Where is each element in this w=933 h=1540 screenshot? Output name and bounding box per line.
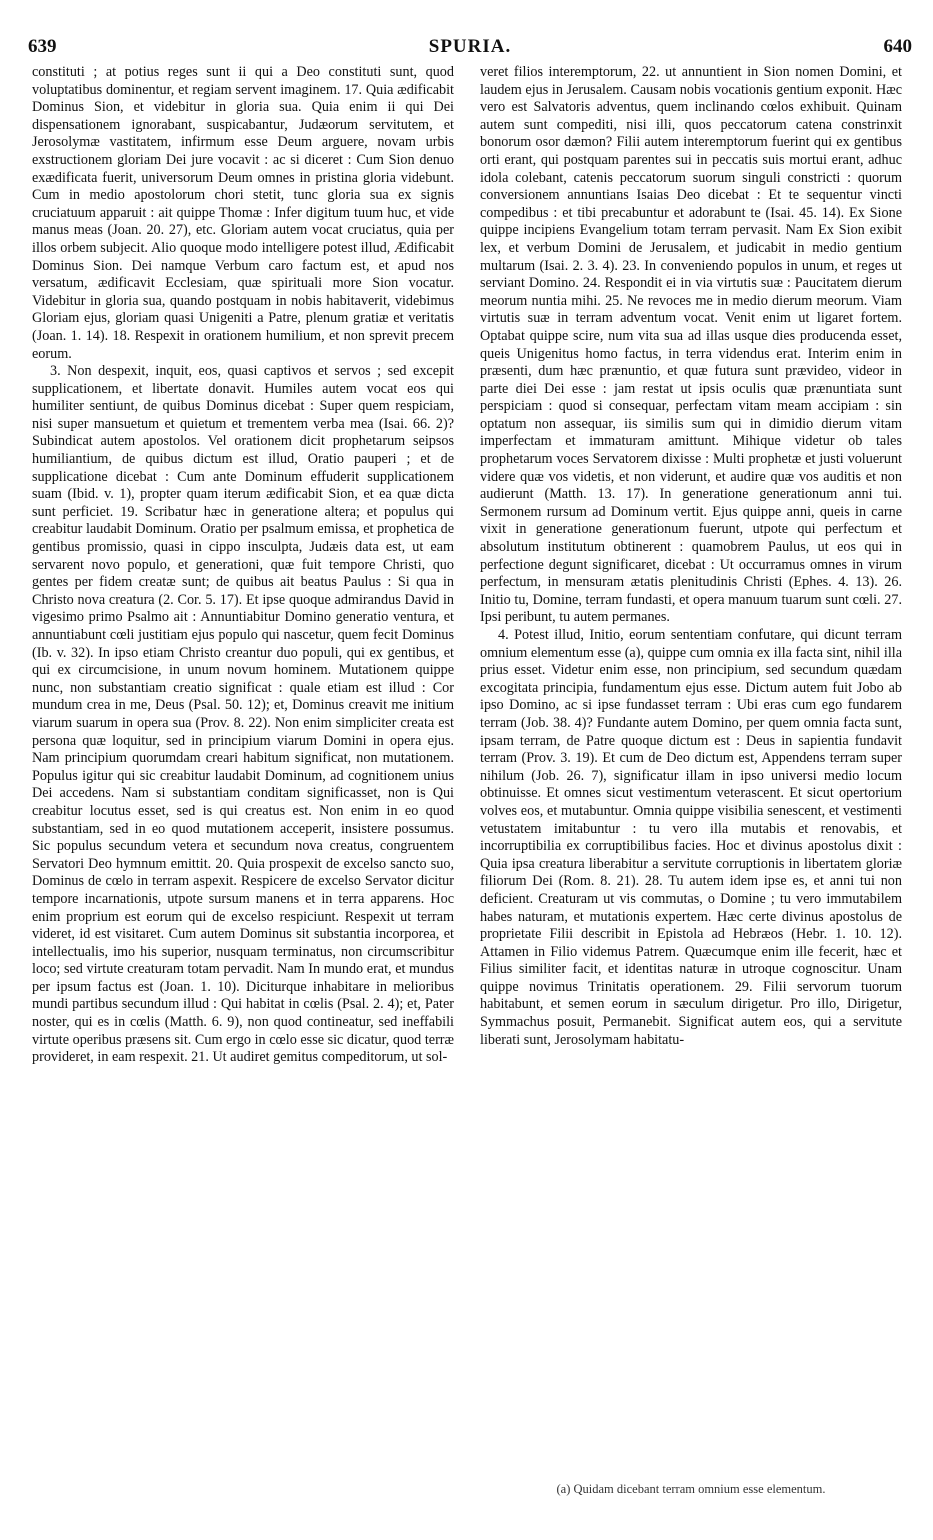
page-number-left: 639: [28, 36, 57, 57]
left-column: [32, 64, 454, 1494]
footnote: (a) Quidam dicebant terram omnium esse elementum.: [556, 1482, 826, 1496]
paragraph: veret filios interemptorum, 22. ut annuntient in Sion nomen Domini, et laudem ejus in Jerusalem. Causam nobis vocationis gentium exponit. Hæc vero est Salvatoris adventus, quem inclinando cœlos exhibuit. Quinam autem sunt compediti, nisi illi, quos peccatorum catena constrinxit bonorum osor dæmon? Filii autem interemptorum fuerint qui ex gentibus orti erant, qui postquam parentes sui in peccatis suis mortui erant, adhuc idola colebant, catenis peccatorum suorum singuli constricti : quorum conversionem annuntians Isaias Deo dicebat : Et te sequentur vincti compedibus : et tibi precabuntur et adorabunt te (Isai. 45. 14). Ex Sione quippe incipiens Evangelium totam terram pervasit. Nam Ex Sion exibit lex, et verbum Domini de Jerusalem, et judicabit in medio gentium multarum (Isai. 2. 3. 4). 23. In conveniendo populos in unum, et reges ut serviant Domino. 24. Respondit ei in via virtutis suæ : Paucitatem dierum meorum nuntia mihi. 25. Ne revoces me in medio dierum meorum. Viam virtutis suæ in terram adventum vocat. Venit enim ut ligaret fortem. Optabat quippe scire, num vita sua ad illas usque dies producenda esset, queis Unigenitus homo factus, in terra videndus erat. Interim enim in præsenti, dum hæc prænuntio, et quæ futura sunt prævideo, videor in parte diei Dei esse : jam restat ut ipsis oculis quæ prænuntiata sunt perspiciam : quod si consequar, perfectam vitam meam accipiam : sin optatum non assequar, iis similis sum qui in dimidio dierum vitam imperfectam et immaturam amittunt. Mihique videtur ob tales prophetarum voces Servatorem dixisse : Multi prophetæ et justi voluerunt videre quæ vos videtis, et non viderunt, et audire quæ vos auditis et non audierunt (Matth. 13. 17). In generatione generationum anni tui. Sermonem rursum ad Dominum vertit. Ejus quippe anni, queis in carne vixit in generatione generationum fuerunt, utpote qui perfectum et absolutum institutum obtinerent : quamobrem Paulus, ut eos qui in perfectione degunt significaret, dicebat : Ut occurramus omnes in virum perfectum, in mensuram ætatis plenitudinis Christi (Ephes. 4. 13). 26. Initio tu, Domine, terram fundasti, et opera manuum tuarum sunt cœli. 27. Ipsi peribunt, tu autem permanes.: [480, 64, 902, 626]
running-title: SPURIA.: [428, 36, 512, 57]
paragraph: 3. Non despexit, inquit, eos, quasi captivos et servos ; sed excepit supplicationem, et libertate donavit. Humiles autem vocat eos qui humiliter sentiunt, de quibus Dominus dicebat : Super quem respiciam, nisi super mansuetum et quietum et trementem verba mea (Isai. 66. 2)? Subindicat autem apostolos. Vel orationem dicit prophetarum seipsos humiliantium, de quibus dictum est illud, Oratio pauperi ; et de supplicatione dicebat : Cum ante Dominum effuderit supplicationem suam (Ibid. v. 1), propter quam iterum ædificabit Sion, et ea quæ dicta sunt perficiet. 19. Scribatur hæc in generatione altera; et populus qui creabitur laudabit Dominum. Oratio per psalmum emissa, et prophetica de gentibus promissio, quasi in cippo insculpta, Judæis data est, ut eam servarent novo populo, et generationi, quæ fuit tempore Christi, quo gentes per fidem creatæ sunt; de quibus ait beatus Paulus : Si qua in Christo nova creatura (2. Cor. 5. 17). Et ipse quoque admirandus David in vigesimo primo Psalmo ait : Annuntiabitur Domino generatio ventura, et annuntiabunt cœli justitiam ejus populo qui nascetur, quem fecit Dominus (Ib. v. 32). In ipso etiam Christo creantur duo populi, qui ex gentibus, et qui ex circumcisione, in unum novum hominem. Mutationem quippe nunc, non substantiam creatio significat : quale etiam est illud : Cor mundum crea in me, Deus (Psal. 50. 12); et, Dominus creavit me initium viarum suarum in opera sua (Prov. 8. 22). Non enim simpliciter creata est persona quæ loquitur, sed in principium viarum Domini in opera ejus. Nam principium quorumdam creari habitum significat, non mutationem. Populus igitur qui sic creabitur laudabit Dominum, ad cognitionem unius Dei accedens. Nam si substantiam conditam significasset, non is Qui creabitur locutus esset, sed is qui creatus est. Non enim in eo quod substantiam, sed in eo quod mutationem acceperit, insistere possumus. Sic populus secundum vetera et secundum nova creatus, congruentem Servatori Deo hymnum emittit. 20. Quia prospexit de excelso sancto suo, Dominus de cœlo in terram aspexit. Respicere de excelso Servator dicitur tempore incarnationis, utpote sursum manens et in terra apparens. Hoc enim proprium est eorum qui de excelso respiciunt. Respexit ut terram videret, id est visitaret. Cum autem Dominus sit substantia incorporea, et intellectualis, imo his superior, nusquam terminatus, non circumscribitur loco; sed virtute creaturam totam pervadit. Nam In mundo erat, et mundus per ipsum factus est (Joan. 1. 10). Diciturque inhabitare in melioribus mundi partibus secundum illud : Qui habitat in cœlis (Psal. 2. 4); et, Pater noster, qui es in cœlis (Matth. 6. 9), non quod contineatur, sed ineffabili virtute operibus præsens sit. Cum ergo in cœlo esse sic dicatur, quod terræ provideret, in eam respexit. 21. Ut audiret gemitus compeditorum, ut sol-: [32, 363, 454, 1066]
paragraph: 4. Potest illud, Initio, eorum sententiam confutare, qui dicunt terram omnium elementum esse (a), quippe cum omnia ex illa facta sint, nihil illa prius esset. Videtur enim esse, non principium, sed secundum quædam excogitata principia, fundamentum ejus esse. Dictum autem fuit Jobo ab ipso Domino, ac si ipse fundasset terram : Ubi eras cum ego fundarem terram (Job. 38. 4)? Fundante autem Domino, per quem omnia facta sunt, ipsam terram, de Patre quoque dictum est : Deus in sapientia fundavit terram (Prov. 3. 19). Et cum de Deo dictum est, Appendens terram super nihilum (Job. 26. 7), significatur illam in ipso universi medio locum obtinuisse. Et omnes sicut vestimentum veterascent. Et sicut opertorium volves eos, et mutabuntur. Omnia quippe visibilia senescent, et vestimenti vetustatem imitabuntur : tu vero illa mutabis et renovabis, et incorruptibilia ex corruptibilibus facies. Hoc et divinus apostolus dixit : Quia ipsa creatura liberabitur a servitute corruptionis in libertatem gloriæ filiorum Dei (Rom. 8. 21). 28. Tu autem idem ipse es, et anni tui non deficient. Creaturam ut vis commutas, o Domine ; tu vero immutabilem habes naturam, et mutationis expertem. Hæc certe divinus apostolus de proprietate Filii describit in Epistola ad Hebræos (Hebr. 1. 10. 12). Attamen in Filio videmus Patrem. Quæcumque enim ille fecerit, hæc et Filius similiter facit, et identitas naturæ in utroque cognoscitur. Unam quippe novimus Trinitatis operationem. 29. Filii servorum tuorum habitabunt, et semen eorum in sæculum dirigetur. Pro illo, Dirigetur, Symmachus posuit, Permanebit. Significat autem eos, qui a servitute liberati sunt, Jerosolymam habitatu-: [480, 627, 902, 1048]
right-column: [480, 64, 902, 1494]
paragraph: constituti ; at potius reges sunt ii qui a Deo constituti sunt, quod voluptatibus dominentur, et regiam servent imaginem. 17. Quia ædificabit Dominus Sion, et videbitur in gloria sua. Quia enim ii qui Dei dispensationem ignorabant, suspicabantur, Judæorum servitutem, et Jerosolymæ vastitatem, infirmum esse Deum arguere, novam urbis exstructionem gloriam Dei jure vocavit : ac si diceret : Cum Sion denuo exædificata fuerit, universorum Deum omnes in pristina gloria videbunt. Cum in medio apostolorum chori stetit, tunc gloria sua ex signis cruciatuum apparuit : ait quippe Thomæ : Infer digitum tuum huc, et vide manus meas (Joan. 20. 27), etc. Gloriam autem vocat cruciatus, quia per illos orbem subjecit. Alio quoque modo intelligere potest illud, Ædificabit Dominus Sion. Dei namque Verbum caro factum est, et apud nos versatum, ædificavit Ecclesiam, quæ spirituali more Sion vocatur. Videbitur in gloria sua, quando postquam in nobis habitaverit, videbimus Gloriam ejus, gloriam quasi Unigeniti a Patre, plenum gratiæ et veritatis (Joan. 1. 14). 18. Respexit in orationem humilium, et non sprevit precem eorum.: [32, 64, 454, 362]
page-header: [28, 14, 912, 57]
page-number-right: 640: [883, 36, 912, 57]
